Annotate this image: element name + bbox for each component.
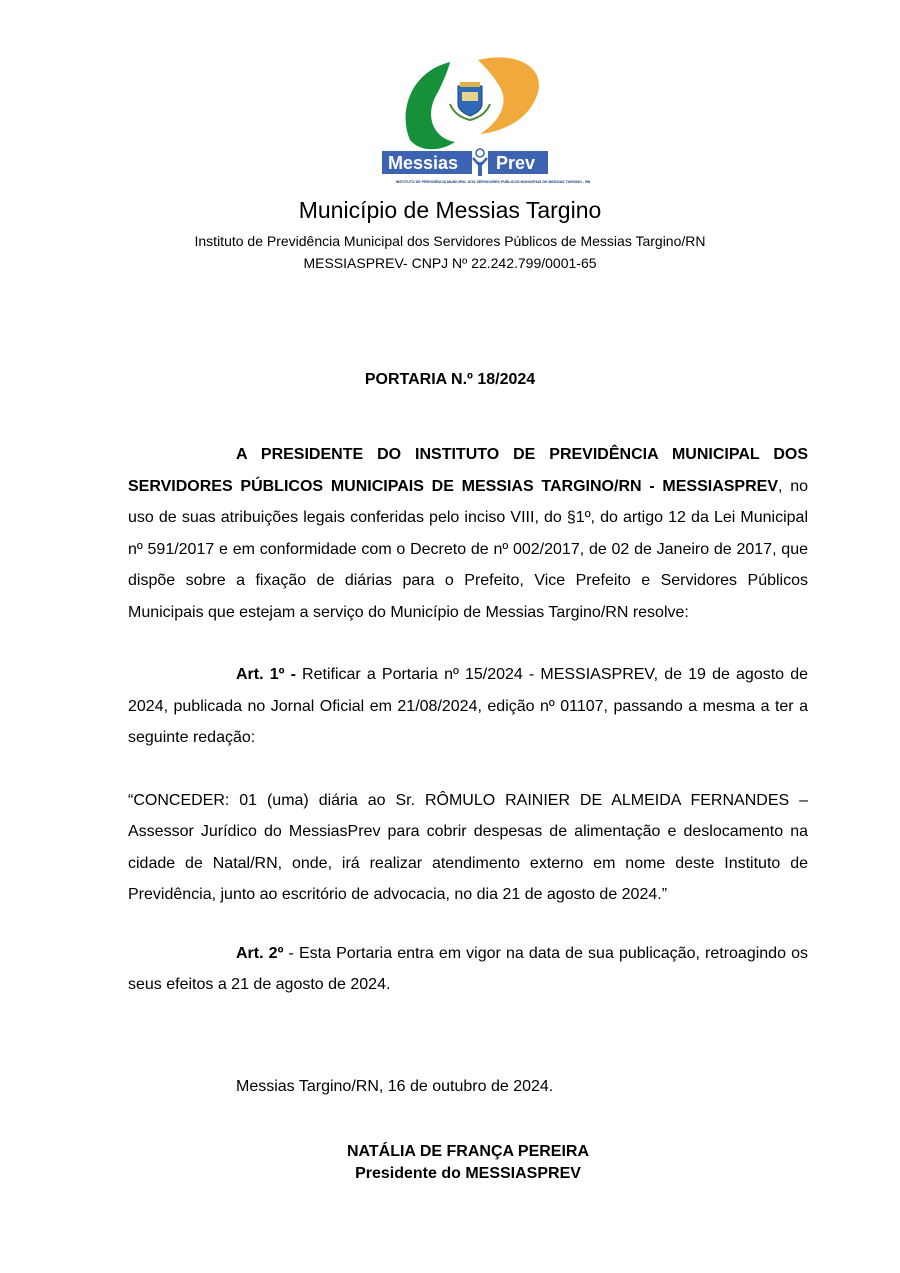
quoted-concession: “CONCEDER: 01 (uma) diária ao Sr. RÔMULO RAINIER DE ALMEIDA FERNANDES – Assessor Jurídico do MessiasPrev para cobrir despesas de alimentação e deslocamento na cidade de Natal/RN, onde, irá realizar atendimento externo em nome deste Instituto de Previdência, junto ao escritório de advocacia, no dia 21 de agosto de 2024.”: [128, 791, 808, 903]
cnpj-line: MESSIASPREV- CNPJ Nº 22.242.799/0001-65: [303, 255, 597, 271]
preamble-bold: A PRESIDENTE DO INSTITUTO DE PREVIDÊNCIA MUNICIPAL DOS SERVIDORES PÚBLICOS MUNICIPAIS DE MESSIAS TARGINO/RN - MESSIASPREV: [128, 446, 808, 495]
logo-brand-right: Prev: [496, 153, 536, 173]
article-1-text: Retificar a Portaria nº 15/2024 - MESSIASPREV, de 19 de agosto de 2024, publicada no Jornal Oficial em 21/08/2024, edição nº 01107, passando a mesma a ter a seguinte redação:: [128, 666, 808, 746]
article-1-label: Art. 1º -: [236, 666, 296, 683]
logo-brand-left: Messias: [388, 153, 459, 173]
institute-name: Instituto de Previdência Municipal dos Servidores Públicos de Messias Targino/RN: [194, 233, 706, 249]
messiasprev-logo: [380, 52, 606, 190]
article-2-label: Art. 2º: [236, 944, 284, 962]
article-2-text: - Esta Portaria entra em vigor na data de sua publicação, retroagindo os seus efeitos a 21 de agosto de 2024.: [128, 944, 808, 993]
article-2-paragraph: [128, 938, 808, 1001]
article-1-paragraph: [128, 659, 808, 754]
document-header: [0, 194, 900, 274]
signatory-role: Presidente do MESSIASPREV: [355, 1165, 581, 1182]
logo-crest-icon: [450, 82, 490, 120]
logo-tagline: INSTITUTO DE PREVIDÊNCIA MUNICIPAL DOS SERVIDORES PÚBLICOS MUNICIPAIS DE MESSIAS TARGINO - RN: [395, 180, 591, 184]
signature-block: [0, 1141, 900, 1185]
preamble-paragraph: [128, 439, 808, 628]
city-date-line: Messias Targino/RN, 16 de outubro de 2024.: [236, 1078, 554, 1095]
signatory-name: NATÁLIA DE FRANÇA PEREIRA: [346, 1143, 590, 1160]
logo-green-swoosh: [406, 62, 455, 149]
logo-orange-swoosh: [478, 57, 539, 134]
logo-person-icon: [473, 149, 487, 176]
portaria-title: PORTARIA N.º 18/2024: [364, 371, 536, 388]
preamble-text: , no uso de suas atribuições legais conferidas pelo inciso VIII, do §1º, do artigo 12 da Lei Municipal nº 591/2017 e em conformidade com o Decreto de nº 002/2017, de 02 de Janeiro de 2017, que dispõe sobre a fixação de diárias para o Prefeito, Vice Prefeito e Servidores Públicos Municipais que estejam a serviço do Município de Messias Targino/RN resolve:: [128, 477, 809, 621]
document-body: [128, 439, 808, 1001]
municipality-title: Município de Messias Targino: [298, 197, 602, 223]
